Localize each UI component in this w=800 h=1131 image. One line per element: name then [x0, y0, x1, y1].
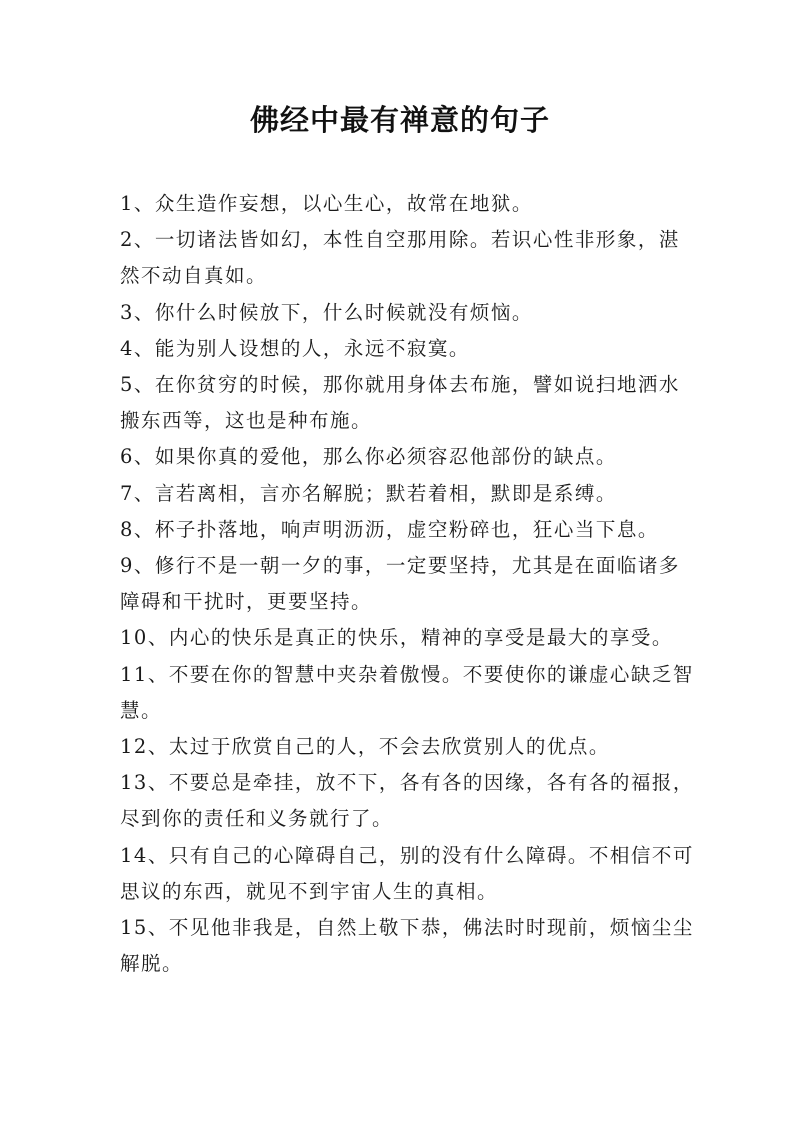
quote-item: 14、只有自己的心障碍自己，别的没有什么障碍。不相信不可思议的东西，就见不到宇宙人生的真相。: [120, 843, 694, 903]
quote-item: 12、太过于欣赏自己的人，不会去欣赏别人的优点。: [120, 735, 610, 759]
quote-item: 11、不要在你的智慧中夹杂着傲慢。不要使你的谦虚心缺乏智慧。: [120, 662, 694, 722]
quote-item: 13、不要总是牵挂，放不下，各有各的因缘，各有各的福报，尽到你的责任和义务就行了。: [120, 771, 694, 831]
quote-item: 9、修行不是一朝一夕的事，一定要坚持，尤其是在面临诸多障碍和干扰时，更要坚持。: [120, 554, 680, 614]
quote-item: 8、杯子扑落地，响声明沥沥，虚空粉碎也，狂心当下息。: [120, 517, 659, 541]
quote-item: 2、一切诸法皆如幻，本性自空那用除。若识心性非形象，湛然不动自真如。: [120, 228, 680, 288]
quote-item: 5、在你贫穷的时候，那你就用身体去布施，譬如说扫地洒水搬东西等，这也是种布施。: [120, 373, 680, 433]
document-title: 佛经中最有禅意的句子: [249, 103, 550, 137]
quote-item: 4、能为别人设想的人，永远不寂寞。: [120, 336, 470, 360]
quote-list: [120, 186, 698, 982]
quote-item: 6、如果你真的爱他，那么你必须容忍他部份的缺点。: [120, 445, 617, 469]
quote-item: 3、你什么时候放下，什么时候就没有烦恼。: [120, 300, 533, 324]
quote-item: 7、言若离相，言亦名解脱；默若着相，默即是系缚。: [120, 481, 617, 505]
quote-item: 15、不见他非我是，自然上敬下恭，佛法时时现前，烦恼尘尘解脱。: [120, 916, 694, 976]
quote-item: 1、众生造作妄想，以心生心，故常在地狱。: [120, 192, 533, 215]
quote-item: 10、内心的快乐是真正的快乐，精神的享受是最大的享受。: [120, 626, 673, 650]
